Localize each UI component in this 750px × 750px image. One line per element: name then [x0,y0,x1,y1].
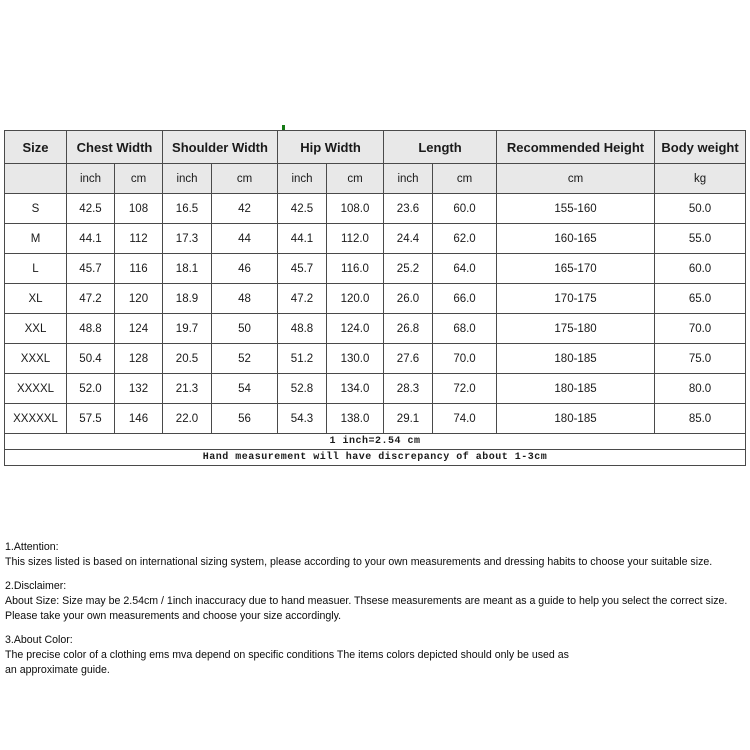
value-cell: 65.0 [655,284,746,314]
unit-header: cm [433,164,497,194]
value-cell: 20.5 [163,344,212,374]
value-cell: 180-185 [497,374,655,404]
value-cell: 55.0 [655,224,746,254]
footnote-inch-conversion: 1 inch=2.54 cm [5,434,746,450]
unit-header: cm [327,164,384,194]
column-group-header: Chest Width [67,131,163,164]
value-cell: 23.6 [384,194,433,224]
value-cell: 48.8 [67,314,115,344]
value-cell: 170-175 [497,284,655,314]
color-body-line1: The precise color of a clothing ems mva depend on specific conditions The items colors depicted should only be used as [5,649,569,661]
value-cell: 19.7 [163,314,212,344]
value-cell: 26.8 [384,314,433,344]
color-body-line2: an approximate guide. [5,664,110,676]
size-label-cell: XL [5,284,67,314]
disclaimer-body-line2: Please take your own measurements and choose your size accordingly. [5,610,342,622]
value-cell: 48.8 [278,314,327,344]
value-cell: 44.1 [278,224,327,254]
value-cell: 175-180 [497,314,655,344]
header-group-row [5,131,746,164]
value-cell: 47.2 [278,284,327,314]
notes-section [5,540,750,687]
value-cell: 42 [212,194,278,224]
table-header [5,131,746,194]
value-cell: 128 [115,344,163,374]
value-cell: 66.0 [433,284,497,314]
note-attention [5,540,750,570]
unit-header: cm [212,164,278,194]
value-cell: 72.0 [433,374,497,404]
value-cell: 112.0 [327,224,384,254]
unit-header: inch [67,164,115,194]
value-cell: 28.3 [384,374,433,404]
value-cell: 29.1 [384,404,433,434]
table-row [5,404,746,434]
value-cell: 48 [212,284,278,314]
value-cell: 116 [115,254,163,284]
value-cell: 16.5 [163,194,212,224]
size-label-cell: XXL [5,314,67,344]
value-cell: 45.7 [278,254,327,284]
unit-header: inch [278,164,327,194]
value-cell: 132 [115,374,163,404]
value-cell: 18.1 [163,254,212,284]
value-cell: 60.0 [655,254,746,284]
value-cell: 44.1 [67,224,115,254]
value-cell: 42.5 [278,194,327,224]
value-cell: 26.0 [384,284,433,314]
disclaimer-title: 2.Disclaimer: [5,580,67,592]
value-cell: 60.0 [433,194,497,224]
value-cell: 27.6 [384,344,433,374]
value-cell: 68.0 [433,314,497,344]
value-cell: 155-160 [497,194,655,224]
value-cell: 42.5 [67,194,115,224]
value-cell: 54.3 [278,404,327,434]
value-cell: 17.3 [163,224,212,254]
value-cell: 50.0 [655,194,746,224]
value-cell: 146 [115,404,163,434]
size-label-cell: XXXXL [5,374,67,404]
column-group-header: Size [5,131,67,164]
value-cell: 70.0 [433,344,497,374]
size-label-cell: S [5,194,67,224]
value-cell: 74.0 [433,404,497,434]
size-label-cell: XXXXXL [5,404,67,434]
value-cell: 165-170 [497,254,655,284]
value-cell: 138.0 [327,404,384,434]
size-label-cell: L [5,254,67,284]
header-unit-row [5,164,746,194]
footnote-row [5,434,746,450]
value-cell: 75.0 [655,344,746,374]
value-cell: 22.0 [163,404,212,434]
value-cell: 52 [212,344,278,374]
footnote-row [5,450,746,466]
value-cell: 50 [212,314,278,344]
value-cell: 18.9 [163,284,212,314]
value-cell: 124 [115,314,163,344]
value-cell: 180-185 [497,404,655,434]
value-cell: 160-165 [497,224,655,254]
value-cell: 120.0 [327,284,384,314]
column-group-header: Body weight [655,131,746,164]
value-cell: 46 [212,254,278,284]
unit-header: kg [655,164,746,194]
value-cell: 50.4 [67,344,115,374]
table-row [5,194,746,224]
value-cell: 116.0 [327,254,384,284]
table-row [5,314,746,344]
table-row [5,254,746,284]
value-cell: 52.8 [278,374,327,404]
value-cell: 62.0 [433,224,497,254]
value-cell: 134.0 [327,374,384,404]
value-cell: 52.0 [67,374,115,404]
value-cell: 57.5 [67,404,115,434]
unit-header: inch [384,164,433,194]
value-cell: 64.0 [433,254,497,284]
table-row [5,344,746,374]
value-cell: 180-185 [497,344,655,374]
value-cell: 21.3 [163,374,212,404]
unit-header: inch [163,164,212,194]
table-row [5,284,746,314]
value-cell: 108 [115,194,163,224]
value-cell: 56 [212,404,278,434]
disclaimer-body-line1: About Size: Size may be 2.54cm / 1inch inaccuracy due to hand measuer. Thsese measurements are meant as a guide to help you select the correct size. [5,595,728,607]
footnote-measurement-discrepancy: Hand measurement will have discrepancy of about 1-3cm [5,450,746,466]
value-cell: 25.2 [384,254,433,284]
column-group-header: Length [384,131,497,164]
value-cell: 47.2 [67,284,115,314]
empty-header-cell [5,164,67,194]
size-chart-table [4,130,746,466]
table-footnotes [5,434,746,466]
value-cell: 54 [212,374,278,404]
color-title: 3.About Color: [5,634,73,646]
value-cell: 108.0 [327,194,384,224]
attention-body: This sizes listed is based on international sizing system, please according to your own measurements and dressing habits to choose your suitable size. [5,556,713,568]
value-cell: 80.0 [655,374,746,404]
value-cell: 120 [115,284,163,314]
note-about-color [5,633,750,678]
value-cell: 51.2 [278,344,327,374]
value-cell: 112 [115,224,163,254]
value-cell: 45.7 [67,254,115,284]
table-row [5,224,746,254]
column-group-header: Hip Width [278,131,384,164]
unit-header: cm [115,164,163,194]
value-cell: 130.0 [327,344,384,374]
value-cell: 70.0 [655,314,746,344]
value-cell: 24.4 [384,224,433,254]
unit-header: cm [497,164,655,194]
attention-title: 1.Attention: [5,541,59,553]
note-disclaimer [5,579,750,624]
value-cell: 124.0 [327,314,384,344]
size-rows [5,194,746,434]
size-label-cell: XXXL [5,344,67,374]
table-row [5,374,746,404]
column-group-header: Shoulder Width [163,131,278,164]
value-cell: 44 [212,224,278,254]
size-label-cell: M [5,224,67,254]
column-group-header: Recommended Height [497,131,655,164]
value-cell: 85.0 [655,404,746,434]
